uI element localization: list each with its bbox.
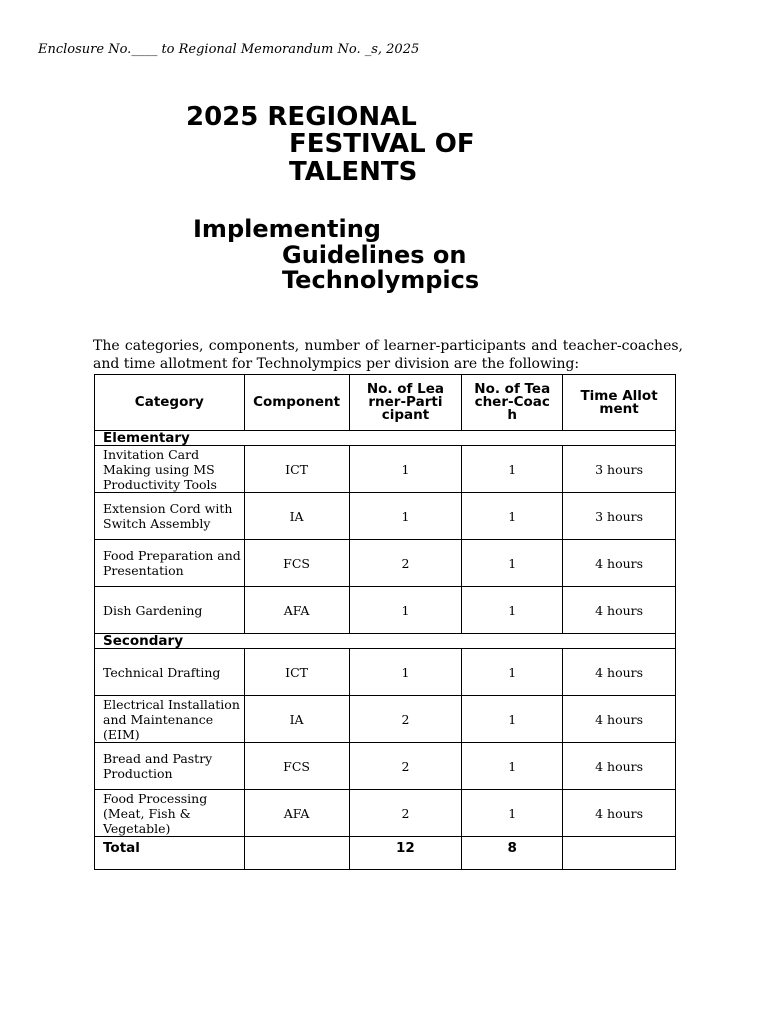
title-line-2: FESTIVAL OF (289, 129, 475, 159)
component-cell: IA (244, 696, 349, 743)
table-row (95, 540, 676, 587)
category-cell: Technical Drafting (95, 649, 245, 696)
time-cell: 3 hours (563, 493, 676, 540)
enclosure-note: Enclosure No.____ to Regional Memorandum No. _s, 2025 (38, 42, 420, 57)
table-row (95, 790, 676, 837)
table-row (95, 446, 676, 493)
component-cell: AFA (244, 587, 349, 634)
header-learners: No. of Learner-Participant (349, 375, 462, 431)
intro-paragraph: The categories, components, number of learner-participants and teacher-coaches, and time allotment for Technolympics per division are the following: (93, 338, 683, 372)
learners-cell: 2 (349, 696, 462, 743)
learners-cell: 1 (349, 493, 462, 540)
teachers-cell: 1 (462, 587, 563, 634)
learners-cell: 1 (349, 649, 462, 696)
header-category: Category (95, 375, 245, 431)
section-row-secondary (95, 634, 676, 649)
component-cell: ICT (244, 446, 349, 493)
technolympics-table (94, 374, 676, 870)
total-label: Total (95, 837, 245, 870)
category-cell: Invitation Card Making using MS Productivity Tools (95, 446, 245, 493)
subtitle-line-3: Technolympics (282, 266, 480, 294)
component-cell: AFA (244, 790, 349, 837)
table-row (95, 696, 676, 743)
component-cell: FCS (244, 743, 349, 790)
section-label: Secondary (95, 634, 676, 649)
total-time-cell (563, 837, 676, 870)
teachers-cell: 1 (462, 743, 563, 790)
component-cell: IA (244, 493, 349, 540)
total-teachers: 8 (462, 837, 563, 870)
table-header-row (95, 375, 676, 431)
table-row (95, 649, 676, 696)
subtitle-line-1: Implementing (193, 215, 381, 243)
learners-cell: 1 (349, 446, 462, 493)
teachers-cell: 1 (462, 790, 563, 837)
section-row-elementary (95, 431, 676, 446)
teachers-cell: 1 (462, 696, 563, 743)
teachers-cell: 1 (462, 493, 563, 540)
learners-cell: 1 (349, 587, 462, 634)
total-learners: 12 (349, 837, 462, 870)
time-cell: 4 hours (563, 540, 676, 587)
header-time: Time Allotment (563, 375, 676, 431)
title-line-1: 2025 REGIONAL (186, 102, 417, 132)
teachers-cell: 1 (462, 540, 563, 587)
subtitle-line-2: Guidelines on (282, 241, 467, 269)
time-cell: 4 hours (563, 743, 676, 790)
category-cell: Electrical Installation and Maintenance (EIM) (95, 696, 245, 743)
component-cell: FCS (244, 540, 349, 587)
title-line-3: TALENTS (289, 157, 418, 187)
category-cell: Food Preparation and Presentation (95, 540, 245, 587)
time-cell: 4 hours (563, 696, 676, 743)
category-cell: Dish Gardening (95, 587, 245, 634)
learners-cell: 2 (349, 743, 462, 790)
learners-cell: 2 (349, 540, 462, 587)
learners-cell: 2 (349, 790, 462, 837)
category-cell: Food Processing (Meat, Fish & Vegetable) (95, 790, 245, 837)
time-cell: 4 hours (563, 790, 676, 837)
table-row (95, 493, 676, 540)
time-cell: 4 hours (563, 649, 676, 696)
time-cell: 4 hours (563, 587, 676, 634)
component-cell: ICT (244, 649, 349, 696)
header-component: Component (244, 375, 349, 431)
table-row (95, 743, 676, 790)
category-cell: Bread and Pastry Production (95, 743, 245, 790)
teachers-cell: 1 (462, 649, 563, 696)
time-cell: 3 hours (563, 446, 676, 493)
header-teachers: No. of Teacher-Coach (462, 375, 563, 431)
table-row (95, 587, 676, 634)
teachers-cell: 1 (462, 446, 563, 493)
total-component-cell (244, 837, 349, 870)
document-subtitle (0, 0, 768, 300)
total-row (95, 837, 676, 870)
section-label: Elementary (95, 431, 676, 446)
category-cell: Extension Cord with Switch Assembly (95, 493, 245, 540)
